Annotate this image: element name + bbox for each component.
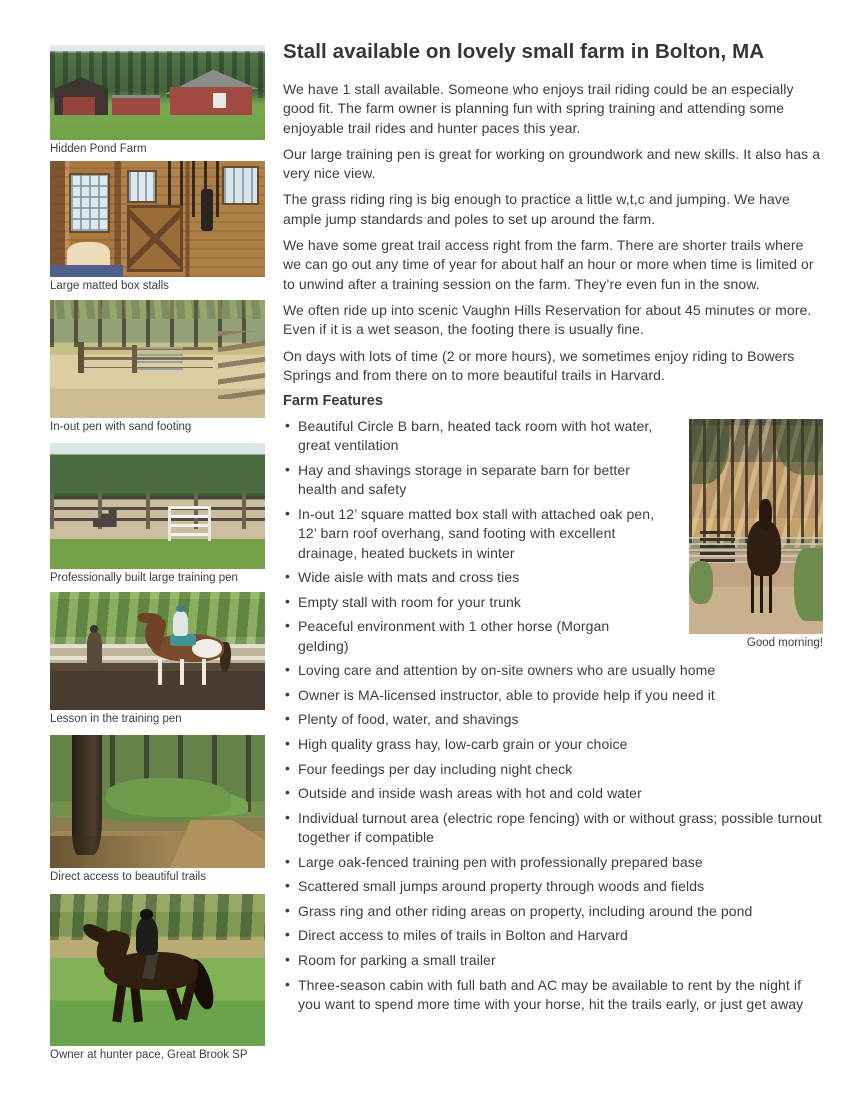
farm-features-section — [283, 392, 823, 1014]
feature-item: • Three-season cabin with full bath and AC may be available to rent by the night if you want to spend more time with your horse, hit the trails early, or just get away — [283, 976, 823, 1015]
features-heading: Farm Features — [283, 393, 383, 410]
hunter-pace-photo — [50, 894, 265, 1046]
pen-gate-shape — [136, 347, 183, 371]
page-title: Stall available on lovely small farm in Bolton, MA — [283, 40, 765, 63]
stall-window-shape — [69, 173, 110, 233]
red-garage-door-shape — [63, 97, 95, 115]
photo-training-pen — [50, 443, 265, 585]
intro-paragraph: The grass riding ring is big enough to practice a little w,t,c and jumping. We have ample jump standards and poles to set up around the farm. — [283, 191, 790, 227]
features-list — [283, 417, 823, 1014]
photo-trails — [50, 735, 265, 884]
photo-column — [50, 45, 265, 1062]
listing-content — [283, 40, 823, 1020]
feature-item: • High quality grass hay, low-carb grain or your choice — [283, 735, 823, 754]
photo-caption: Professionally built large training pen — [50, 572, 238, 584]
stall-window-shape — [222, 166, 259, 205]
photo-caption: In-out pen with sand footing — [50, 421, 192, 433]
intro-paragraph: We often ride up into scenic Vaughn Hills Reservation for about 45 minutes or more. Even if it is a wet season, the footing there is usually fine. — [283, 301, 812, 338]
fence-post-shape — [132, 345, 137, 373]
feature-item: • Outside and inside wash areas with hot and cold water — [283, 784, 823, 803]
feature-item: • Individual turnout area (electric rope fencing) with or without grass; possible turnout together if compatible — [283, 809, 823, 848]
rider-shape — [173, 611, 188, 636]
stall-interior-photo — [50, 161, 265, 277]
feature-item: • Large oak-fenced training pen with professionally prepared base — [283, 853, 823, 872]
photo-caption: Lesson in the training pen — [50, 713, 182, 725]
photo-hunter-pace — [50, 894, 265, 1062]
stall-window-shape — [127, 170, 157, 202]
saddle-pad-shape — [170, 634, 196, 646]
feature-item: • Scattered small jumps around property through woods and fields — [283, 877, 823, 896]
fence-posts-shape — [50, 493, 265, 528]
intro-paragraph: We have 1 stall available. Someone who enjoys trail riding could be an especially good fit. The farm owner is planning fun with spring training and attending some enjoyable trail rides and hunter paces this year. — [283, 81, 794, 136]
feature-item: • Plenty of food, water, and shavings — [283, 710, 823, 729]
treeline-shape — [50, 894, 265, 940]
feature-item: • Loving care and attention by on-site owners who are usually home — [283, 661, 823, 680]
photo-caption: Large matted box stalls — [50, 280, 169, 292]
photo-caption: Owner at hunter pace, Great Brook SP — [50, 1049, 248, 1061]
shrubs-shape — [106, 778, 231, 818]
lesson-photo — [50, 592, 265, 710]
photo-caption: Good morning! — [746, 637, 823, 650]
horse-leg-shape — [112, 982, 126, 1022]
metal-gate-shape — [168, 506, 211, 541]
trainer-head-shape — [90, 625, 99, 633]
rider-helmet-shape — [140, 909, 153, 920]
feature-item: • Grass ring and other riding areas on property, including around the pond — [283, 902, 823, 921]
rider-helmet-shape — [176, 605, 186, 612]
red-barn-shape — [170, 87, 252, 116]
photo-caption: Hidden Pond Farm — [50, 143, 147, 155]
trainer-shape — [87, 632, 102, 669]
photo-hidden-pond-farm — [50, 45, 265, 156]
feature-item: • Four feedings per day including night check — [283, 760, 823, 779]
ground-shadow-shape — [50, 836, 168, 868]
feature-item: • Empty stall with room for your trunk — [283, 593, 823, 612]
feature-item: • Peaceful environment with 1 other horse (Morgan gelding) — [283, 617, 823, 656]
intro-paragraph: On days with lots of time (2 or more hours), we sometimes enjoy riding to Bowers Springs and from there on to more beautiful trails in Harvard. — [283, 347, 795, 383]
photo-lesson — [50, 592, 265, 726]
horse-legs-shape — [158, 659, 218, 685]
feature-item: • Hay and shavings storage in separate barn for better health and safety — [283, 461, 823, 500]
farm-buildings-photo — [50, 45, 265, 140]
training-pen-photo — [50, 443, 265, 569]
barn-door-shape — [213, 93, 226, 108]
hanging-tack-shape — [201, 189, 214, 231]
sand-pen-photo — [50, 300, 265, 418]
feature-item: • Beautiful Circle B barn, heated tack room with hot water, great ventilation — [283, 417, 823, 456]
horse-head-shape — [138, 613, 162, 622]
fence-post-shape — [78, 342, 84, 373]
tree-canopy-shape — [50, 300, 265, 319]
feature-item: • Direct access to miles of trails in Bolton and Harvard — [283, 926, 823, 945]
photo-caption: Direct access to beautiful trails — [50, 871, 206, 883]
red-shed-shape — [112, 95, 159, 115]
intro-paragraph: We have some great trail access right from the farm. There are shorter trails where we can go out any time of year for about half an hour or more when time is limited or to unwind after a training session on the farm. They’re even fun in the snow. — [283, 237, 814, 292]
feature-item: • In-out 12’ square matted box stall with attached oak pen, 12’ barn roof overhang, sand footing with excellent drainage, heated buckets in winter — [283, 505, 823, 563]
horse-patch-shape — [192, 639, 222, 658]
photo-box-stalls — [50, 161, 265, 293]
stall-mat-shape — [50, 265, 123, 277]
trail-path-shape — [162, 820, 265, 868]
bedding-shape — [67, 242, 110, 268]
trail-photo — [50, 735, 265, 868]
stall-door-shape — [127, 205, 183, 272]
feature-item: • Room for parking a small trailer — [283, 951, 823, 970]
rider-shape — [136, 917, 158, 955]
feature-item: • Wide aisle with mats and cross ties — [283, 568, 823, 587]
intro-paragraph: Our large training pen is great for working on groundwork and new skills. It also has a very nice view. — [283, 145, 821, 182]
fence-right-shape — [218, 331, 265, 399]
photo-in-out-pen — [50, 300, 265, 434]
feature-item: • Owner is MA-licensed instructor, able to provide help if you need it — [283, 686, 823, 705]
